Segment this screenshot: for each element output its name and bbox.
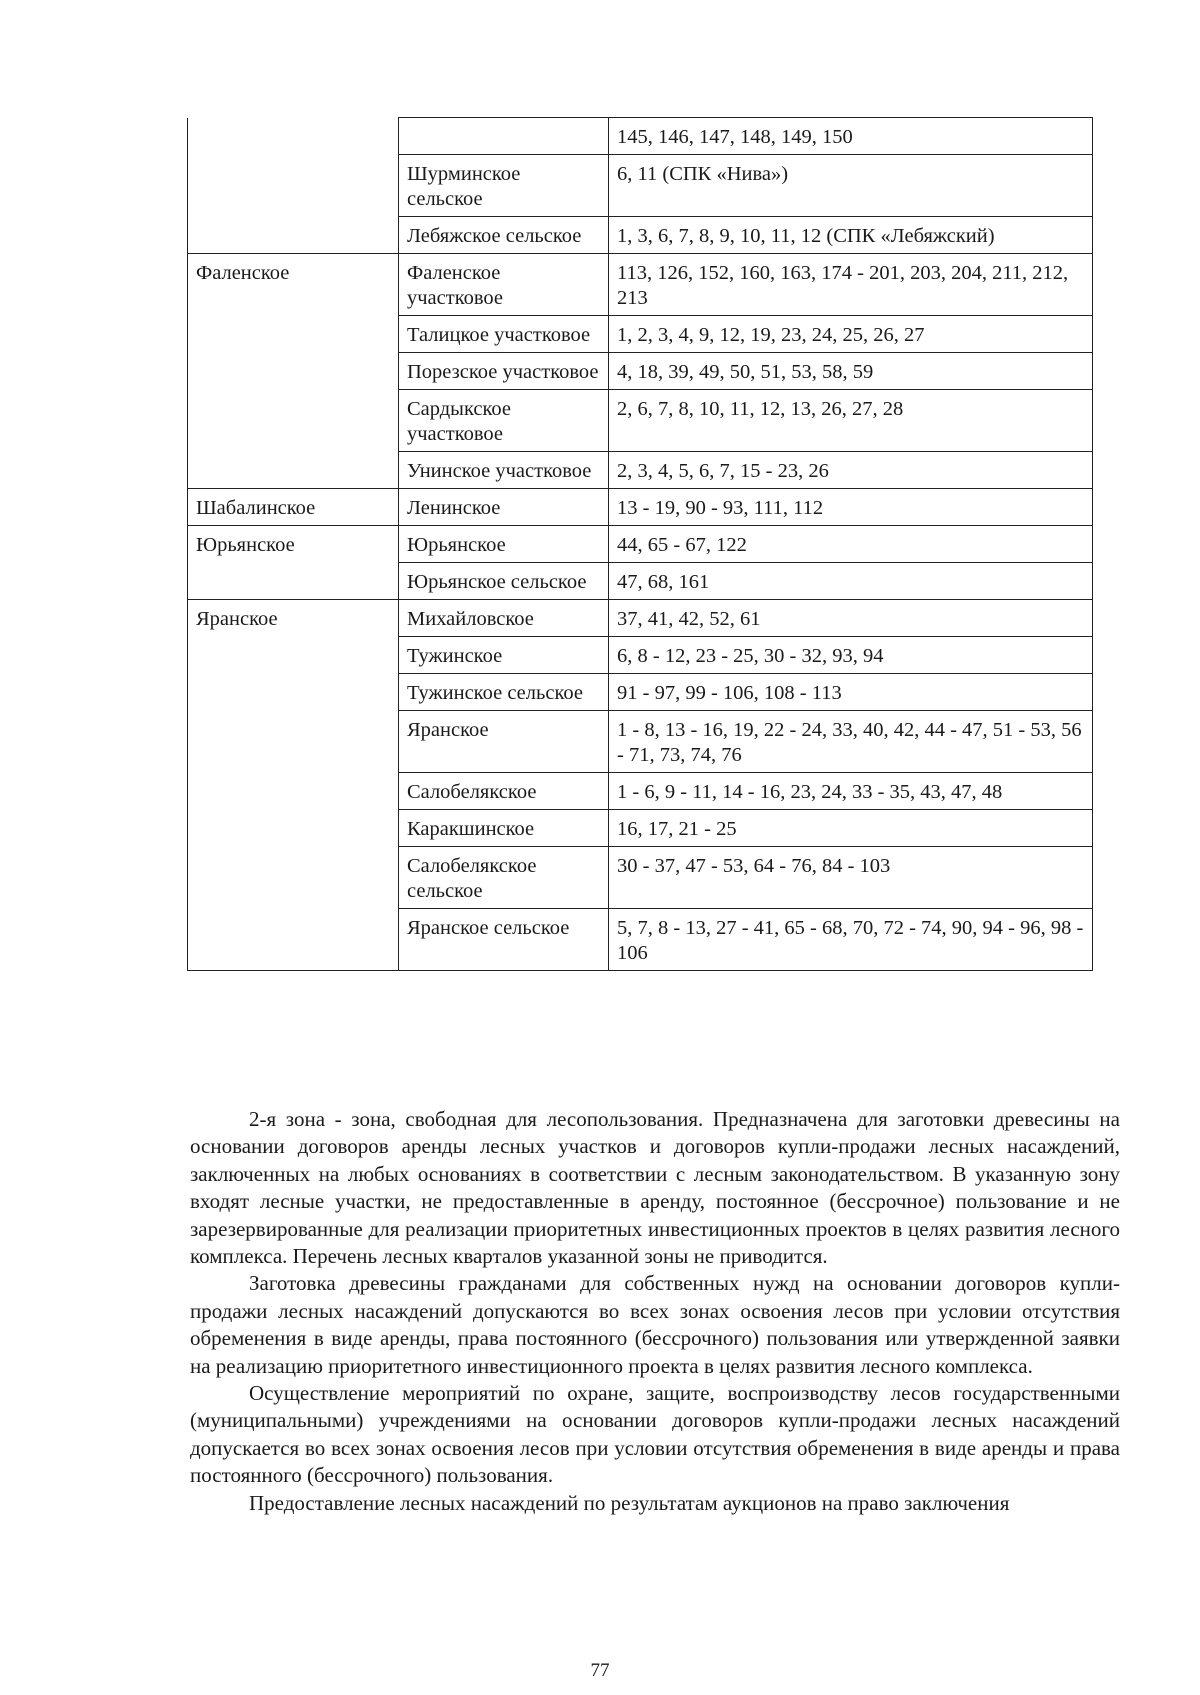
kvartaly-cell: 16, 17, 21 - 25 — [609, 810, 1093, 847]
table-row — [188, 847, 1093, 909]
lesnichestvo-cell — [188, 353, 399, 390]
table-row — [188, 909, 1093, 971]
table-row — [188, 674, 1093, 711]
table-row — [188, 810, 1093, 847]
table-row — [188, 526, 1093, 563]
lesnichestvo-cell — [188, 390, 399, 452]
lesnichestvo-cell — [188, 773, 399, 810]
kvartaly-cell: 4, 18, 39, 49, 50, 51, 53, 58, 59 — [609, 353, 1093, 390]
table-row — [188, 600, 1093, 637]
kvartaly-cell: 1 - 8, 13 - 16, 19, 22 - 24, 33, 40, 42, 44 - 47, 51 - 53, 56 - 71, 73, 74, 76 — [609, 711, 1093, 773]
uchastkovoe-cell: Салобелякское — [399, 773, 609, 810]
lesnichestvo-cell — [188, 316, 399, 353]
lesnichestvo-cell — [188, 847, 399, 909]
kvartaly-cell: 113, 126, 152, 160, 163, 174 - 201, 203, 204, 211, 212, 213 — [609, 254, 1093, 316]
uchastkovoe-cell: Унинское участковое — [399, 452, 609, 489]
lesnichestvo-cell — [188, 118, 399, 155]
kvartaly-cell: 30 - 37, 47 - 53, 64 - 76, 84 - 103 — [609, 847, 1093, 909]
table-row — [188, 711, 1093, 773]
uchastkovoe-cell — [399, 118, 609, 155]
uchastkovoe-cell: Юрьянское — [399, 526, 609, 563]
kvartaly-cell: 2, 6, 7, 8, 10, 11, 12, 13, 26, 27, 28 — [609, 390, 1093, 452]
kvartaly-cell: 13 - 19, 90 - 93, 111, 112 — [609, 489, 1093, 526]
uchastkovoe-cell: Салобелякское сельское — [399, 847, 609, 909]
table-row — [188, 217, 1093, 254]
lesnichestvo-cell — [188, 155, 399, 217]
table-row — [188, 637, 1093, 674]
lesnichestvo-cell — [188, 674, 399, 711]
paragraph: Предоставление лесных насаждений по результатам аукционов на право заключения — [249, 1490, 1010, 1515]
kvartaly-cell: 37, 41, 42, 52, 61 — [609, 600, 1093, 637]
lesnichestvo-cell: Фаленское — [188, 254, 399, 316]
lesnichestvo-cell — [188, 563, 399, 600]
uchastkovoe-cell: Тужинское — [399, 637, 609, 674]
body-text — [190, 1106, 1120, 1517]
paragraph: Заготовка древесины гражданами для собственных нужд на основании договоров купли-продажи лесных насаждений допускаются во всех зонах освоения лесов при условии отсутствия обременения в виде аренды, права постоянного (бессрочного) пользования или утвержденной заявки на реализацию приоритетного инвестиционного проекта в целях развития лесного комплекса. — [190, 1271, 1120, 1378]
uchastkovoe-cell: Порезское участковое — [399, 353, 609, 390]
table-row — [188, 563, 1093, 600]
table-row — [188, 489, 1093, 526]
table-row — [188, 773, 1093, 810]
uchastkovoe-cell: Фаленское участковое — [399, 254, 609, 316]
kvartaly-cell: 5, 7, 8 - 13, 27 - 41, 65 - 68, 70, 72 - 74, 90, 94 - 96, 98 - 106 — [609, 909, 1093, 971]
table-row — [188, 316, 1093, 353]
uchastkovoe-cell: Тужинское сельское — [399, 674, 609, 711]
kvartaly-cell: 47, 68, 161 — [609, 563, 1093, 600]
table-row — [188, 353, 1093, 390]
uchastkovoe-cell: Юрьянское сельское — [399, 563, 609, 600]
lesnichestvo-cell — [188, 810, 399, 847]
table-row — [188, 390, 1093, 452]
paragraph: Осуществление мероприятий по охране, защите, воспроизводству лесов государственными (муниципальными) учреждениями на основании договоров купли-продажи лесных насаждений допускается во всех зонах освоения лесов при условии отсутствия обременения в виде аренды и права постоянного (бессрочного) пользования. — [190, 1381, 1120, 1488]
kvartaly-cell: 6, 8 - 12, 23 - 25, 30 - 32, 93, 94 — [609, 637, 1093, 674]
lesnichestvo-cell — [188, 909, 399, 971]
uchastkovoe-cell: Каракшинское — [399, 810, 609, 847]
uchastkovoe-cell: Лебяжское сельское — [399, 217, 609, 254]
uchastkovoe-cell: Ленинское — [399, 489, 609, 526]
lesnichestvo-cell: Юрьянское — [188, 526, 399, 563]
table-row — [188, 452, 1093, 489]
kvartaly-cell: 1, 3, 6, 7, 8, 9, 10, 11, 12 (СПК «Лебяжский) — [609, 217, 1093, 254]
kvartaly-cell: 6, 11 (СПК «Нива») — [609, 155, 1093, 217]
table-body — [188, 118, 1093, 971]
lesnichestvo-cell — [188, 452, 399, 489]
lesnichestvo-cell — [188, 217, 399, 254]
kvartaly-cell: 91 - 97, 99 - 106, 108 - 113 — [609, 674, 1093, 711]
kvartaly-cell: 1 - 6, 9 - 11, 14 - 16, 23, 24, 33 - 35, 43, 47, 48 — [609, 773, 1093, 810]
uchastkovoe-cell: Яранское — [399, 711, 609, 773]
table-row — [188, 118, 1093, 155]
uchastkovoe-cell: Михайловское — [399, 600, 609, 637]
uchastkovoe-cell: Яранское сельское — [399, 909, 609, 971]
paragraph: 2-я зона - зона, свободная для лесопользования. Предназначена для заготовки древесины на основании договоров аренды лесных участков и договоров купли-продажи лесных насаждений, заключенных на любых основаниях в соответствии с лесным законодательством. В указанную зону входят лесные участки, не предоставленные в аренду, постоянное (бессрочное) пользование и не зарезервированные для реализации приоритетных инвестиционных проектов в целях развития лесного комплекса. Перечень лесных кварталов указанной зоны не приводится. — [190, 1107, 1120, 1269]
forest-quarters-table — [187, 117, 1093, 971]
kvartaly-cell: 145, 146, 147, 148, 149, 150 — [609, 118, 1093, 155]
page-number: 77 — [590, 1660, 610, 1681]
lesnichestvo-cell: Яранское — [188, 600, 399, 637]
lesnichestvo-cell: Шабалинское — [188, 489, 399, 526]
uchastkovoe-cell: Талицкое участковое — [399, 316, 609, 353]
table-row — [188, 254, 1093, 316]
lesnichestvo-cell — [188, 711, 399, 773]
kvartaly-cell: 44, 65 - 67, 122 — [609, 526, 1093, 563]
uchastkovoe-cell: Шурминское сельское — [399, 155, 609, 217]
uchastkovoe-cell: Сардыкское участковое — [399, 390, 609, 452]
table-row — [188, 155, 1093, 217]
kvartaly-cell: 1, 2, 3, 4, 9, 12, 19, 23, 24, 25, 26, 27 — [609, 316, 1093, 353]
lesnichestvo-cell — [188, 637, 399, 674]
kvartaly-cell: 2, 3, 4, 5, 6, 7, 15 - 23, 26 — [609, 452, 1093, 489]
